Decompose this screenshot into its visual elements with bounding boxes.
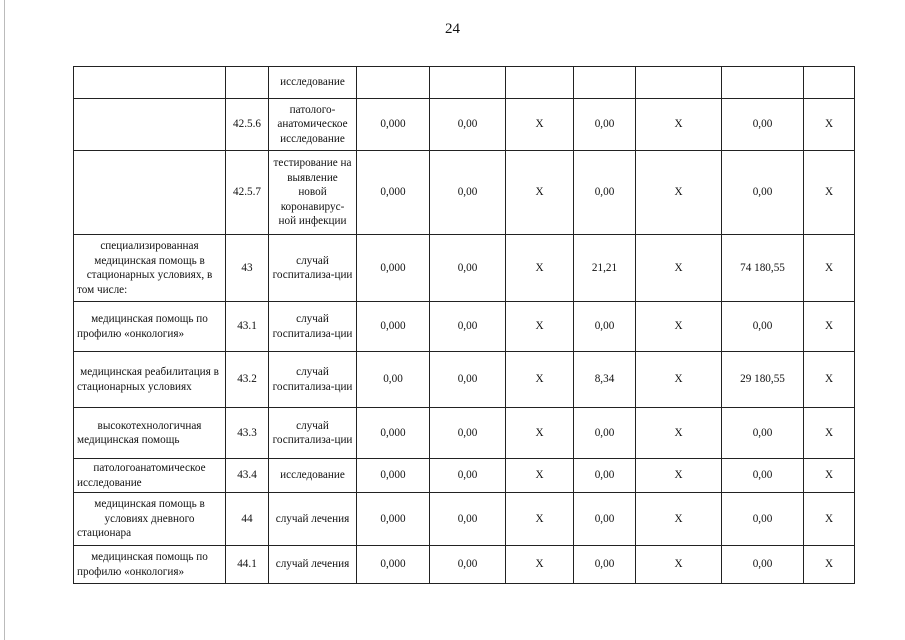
cell-value: 0,000	[357, 459, 430, 493]
cell-value: X	[804, 459, 855, 493]
row-unit: исследование	[269, 459, 357, 493]
row-code: 42.5.7	[226, 151, 269, 235]
cell-value: 0,00	[357, 352, 430, 408]
table-row	[74, 493, 855, 546]
row-name: высокотехнологичная медицинская помощь	[74, 408, 226, 459]
cell-value: X	[636, 493, 722, 546]
row-unit: случай госпитализа-ции	[269, 352, 357, 408]
row-unit: случай лечения	[269, 546, 357, 584]
cell-value: 0,000	[357, 151, 430, 235]
row-unit: случай госпитализа-ции	[269, 408, 357, 459]
cell-value: X	[804, 408, 855, 459]
cell-value: 0,00	[574, 408, 636, 459]
row-code	[226, 67, 269, 99]
cell-value: 0,00	[430, 99, 506, 151]
cell-value: 0,00	[722, 302, 804, 352]
row-unit: случай лечения	[269, 493, 357, 546]
cell-value: X	[636, 235, 722, 302]
row-code: 43.4	[226, 459, 269, 493]
cell-value: 0,00	[430, 408, 506, 459]
cell-value: X	[506, 352, 574, 408]
cell-value	[357, 67, 430, 99]
row-code: 43	[226, 235, 269, 302]
row-code: 43.2	[226, 352, 269, 408]
row-code: 44.1	[226, 546, 269, 584]
row-unit: исследование	[269, 67, 357, 99]
cell-value	[804, 67, 855, 99]
cell-value: 0,00	[430, 493, 506, 546]
cell-value: 0,00	[722, 493, 804, 546]
cell-value: 0,00	[430, 352, 506, 408]
cell-value: 0,000	[357, 235, 430, 302]
cell-value: X	[636, 546, 722, 584]
cell-value: X	[636, 151, 722, 235]
cell-value: 0,00	[574, 459, 636, 493]
cell-value: 0,00	[574, 493, 636, 546]
cell-value: 0,000	[357, 302, 430, 352]
cell-value: 0,00	[722, 459, 804, 493]
table-row	[74, 67, 855, 99]
cell-value: 0,00	[430, 546, 506, 584]
row-name	[74, 99, 226, 151]
cell-value: X	[506, 302, 574, 352]
cell-value: X	[506, 546, 574, 584]
cell-value: 0,00	[430, 302, 506, 352]
row-code: 43.1	[226, 302, 269, 352]
row-unit: случай госпитализа-ции	[269, 235, 357, 302]
cell-value	[722, 67, 804, 99]
cell-value: X	[636, 408, 722, 459]
row-name: медицинская помощь по профилю «онкология»	[74, 302, 226, 352]
cell-value	[506, 67, 574, 99]
cell-value: X	[636, 302, 722, 352]
row-name	[74, 151, 226, 235]
cell-value: 0,000	[357, 408, 430, 459]
cell-value: X	[506, 459, 574, 493]
cell-value	[430, 67, 506, 99]
cell-value: 0,00	[574, 99, 636, 151]
cell-value: 29 180,55	[722, 352, 804, 408]
row-unit: случай госпитализа-ции	[269, 302, 357, 352]
cell-value: 0,00	[722, 99, 804, 151]
page-margin-line	[4, 0, 5, 640]
cell-value: 21,21	[574, 235, 636, 302]
cell-value: X	[804, 99, 855, 151]
cell-value: X	[804, 546, 855, 584]
cell-value: 0,00	[722, 408, 804, 459]
cell-value: 0,00	[722, 151, 804, 235]
cell-value: X	[804, 352, 855, 408]
table-row	[74, 151, 855, 235]
cell-value: X	[506, 493, 574, 546]
table-row	[74, 302, 855, 352]
row-code: 43.3	[226, 408, 269, 459]
cell-value: 0,00	[430, 459, 506, 493]
cell-value: X	[636, 99, 722, 151]
cell-value: X	[506, 235, 574, 302]
table-row	[74, 99, 855, 151]
cell-value: 0,000	[357, 546, 430, 584]
cell-value: X	[636, 352, 722, 408]
cell-value: 0,00	[722, 546, 804, 584]
data-table	[73, 66, 855, 584]
row-name: медицинская помощь в условиях дневного стационара	[74, 493, 226, 546]
row-unit: тестирование на выявление новой коронавирус-ной инфекции	[269, 151, 357, 235]
table-row	[74, 352, 855, 408]
table-row	[74, 235, 855, 302]
cell-value: X	[804, 235, 855, 302]
row-code: 42.5.6	[226, 99, 269, 151]
cell-value: 0,00	[574, 302, 636, 352]
row-code: 44	[226, 493, 269, 546]
table-row	[74, 459, 855, 493]
cell-value: 0,000	[357, 99, 430, 151]
cell-value	[636, 67, 722, 99]
table-row	[74, 408, 855, 459]
row-unit: патолого-анатомическое исследование	[269, 99, 357, 151]
cell-value: X	[506, 151, 574, 235]
cell-value: 8,34	[574, 352, 636, 408]
row-name	[74, 67, 226, 99]
cell-value: X	[804, 302, 855, 352]
cell-value: 0,00	[574, 151, 636, 235]
cell-value: X	[636, 459, 722, 493]
cell-value	[574, 67, 636, 99]
row-name: специализированная медицинская помощь в стационарных условиях, в том числе:	[74, 235, 226, 302]
cell-value: 0,00	[430, 151, 506, 235]
page-number: 24	[445, 21, 460, 37]
row-name: медицинская реабилитация в стационарных условиях	[74, 352, 226, 408]
cell-value: 74 180,55	[722, 235, 804, 302]
cell-value: X	[804, 493, 855, 546]
row-name: медицинская помощь по профилю «онкология»	[74, 546, 226, 584]
cell-value: X	[506, 408, 574, 459]
cell-value: X	[804, 151, 855, 235]
cell-value: 0,000	[357, 493, 430, 546]
cell-value: 0,00	[430, 235, 506, 302]
cell-value: 0,00	[574, 546, 636, 584]
row-name: патологоанатомическое исследование	[74, 459, 226, 493]
cell-value: X	[506, 99, 574, 151]
table-row	[74, 546, 855, 584]
